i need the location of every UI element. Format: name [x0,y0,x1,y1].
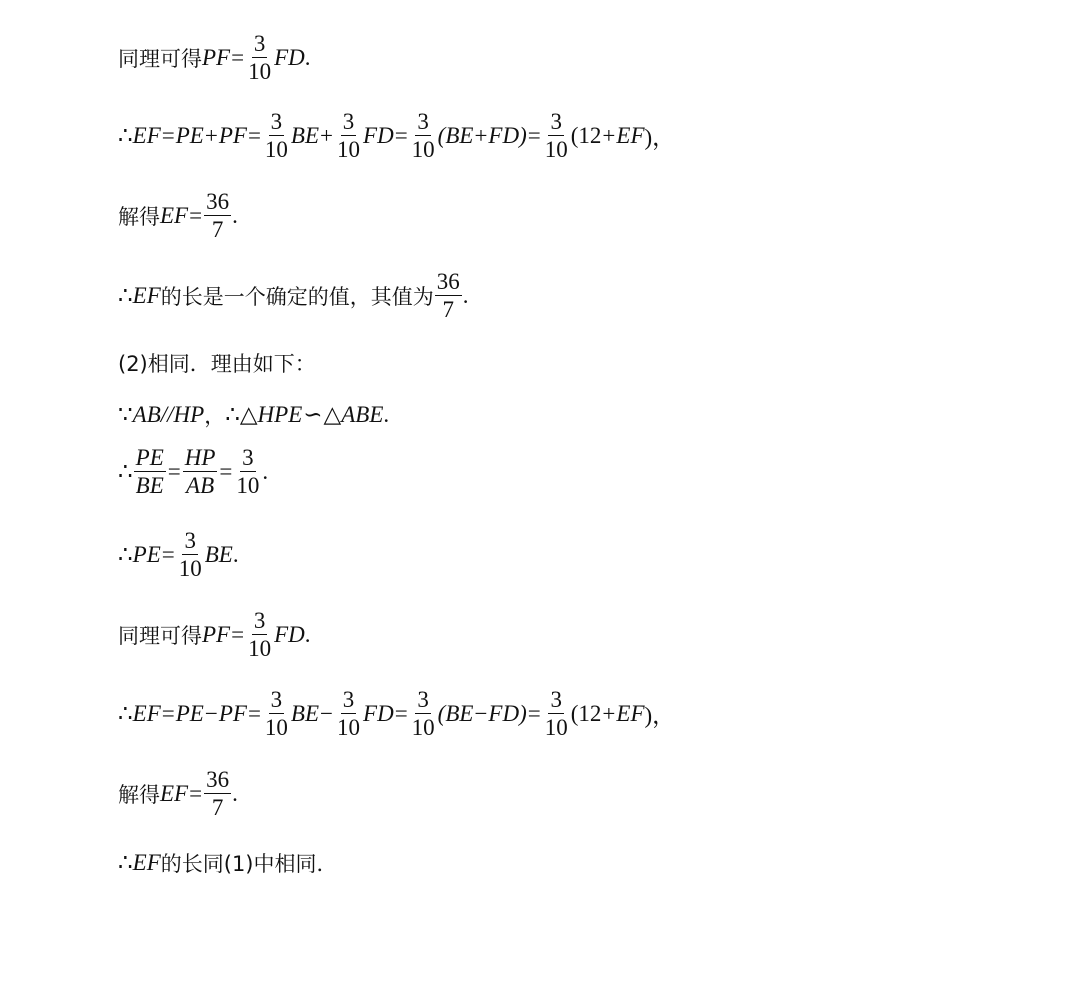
fraction [183,446,218,497]
term: (BE [437,122,474,148]
term: EF [132,700,161,726]
operator: − [320,700,334,726]
period: . [383,402,390,427]
term: PE [175,700,204,726]
numerator: 3 [242,445,254,470]
fraction [246,32,273,83]
term: (12 [570,700,602,726]
operator: − [204,700,218,726]
equals-sign: = [394,700,408,726]
operator: − [474,700,488,726]
equals-sign: = [167,458,181,484]
conclusion-line-2 [118,848,338,878]
numerator: 3 [417,687,429,712]
equation-line-pf-2 [118,609,311,660]
comma: ， [204,404,226,428]
prefix-text: 同理可得 [118,46,202,71]
term: BE [290,700,320,726]
fraction [435,270,462,321]
numerator: 3 [270,109,283,134]
prefix-text: 解得 [118,782,160,807]
denominator: 10 [248,636,272,661]
term: (12 [570,122,602,148]
term: FD) [488,700,527,726]
term: EF [160,202,189,228]
equals-sign: = [219,458,233,484]
term: FD [363,700,394,726]
therefore-symbol: ∴ [118,122,133,148]
period: . [462,282,469,308]
numerator: 36 [206,767,230,792]
ratio-line [118,446,268,497]
denominator: 7 [442,297,454,322]
prefix-text: 同理可得 [118,623,202,648]
denominator: 10 [178,556,202,581]
triangle-symbol: △ [239,402,258,427]
part2-heading: (2)相同．理由如下： [118,352,316,376]
fraction [335,110,362,161]
term: FD [274,621,305,647]
denominator: BE [135,473,164,498]
term: AB [132,402,161,427]
term: EF [160,780,189,806]
fraction [410,688,437,739]
numerator: 3 [253,608,266,633]
denominator: 10 [264,137,288,162]
fraction [543,688,570,739]
term: FD) [488,122,527,148]
denominator: 10 [337,715,361,740]
term: PF [218,122,247,148]
therefore-symbol: ∴ [118,282,133,308]
term: EF [616,700,645,726]
term: EF [132,850,161,875]
term: (BE [437,700,474,726]
therefore-symbol: ∴ [118,458,133,484]
numerator: 3 [270,687,283,712]
denominator: 10 [411,715,435,740]
numerator: 3 [550,109,562,134]
fraction [335,688,362,739]
fraction [234,446,261,497]
numerator: 3 [184,528,196,553]
equation-line-pe [118,529,239,580]
equation-line-pf-1 [118,32,311,83]
period: . [304,621,311,647]
equals-sign: = [231,44,245,70]
equals-sign: = [527,122,541,148]
numerator: 3 [342,687,355,712]
numerator: PE [135,445,164,470]
operator: + [320,122,334,148]
term: PF [202,621,231,647]
fraction [263,110,290,161]
numerator: HP [184,445,216,470]
equation-line-ef-sum [118,110,675,161]
similar-triangles-line [118,400,389,430]
equals-sign: = [189,780,203,806]
because-symbol: ∵ [118,402,133,427]
closing-paren: )， [644,125,676,150]
parallel-symbol: // [160,402,174,427]
conclusion-text: 的长是一个确定的值，其值为 [160,284,434,309]
numerator: 3 [253,31,266,56]
numerator: 36 [436,269,460,294]
equals-sign: = [161,122,175,148]
period: . [232,780,238,806]
equation-line-ef-result-2 [118,768,238,819]
therefore-symbol: ∴ [118,850,133,875]
fraction [177,529,204,580]
term: HP [173,402,205,427]
fraction [263,688,290,739]
equation-line-ef-difference [118,688,675,739]
prefix-text: 解得 [118,204,160,229]
therefore-symbol: ∴ [225,402,240,427]
denominator: AB [186,473,215,498]
equals-sign: = [161,541,175,567]
term: PE [175,122,204,148]
period: . [262,458,269,484]
numerator: 36 [206,189,230,214]
term: BE [290,122,320,148]
operator: + [204,122,218,148]
term: EF [132,122,161,148]
term: EF [132,282,161,308]
term: PF [202,44,231,70]
numerator: 3 [550,687,562,712]
conclusion-line-1 [118,270,469,321]
numerator: 3 [342,109,355,134]
term: HPE [257,402,303,427]
denominator: 10 [337,137,361,162]
equals-sign: = [527,700,541,726]
denominator: 10 [544,137,568,162]
term: PE [132,541,161,567]
fraction [204,190,231,241]
period: . [232,202,238,228]
denominator: 10 [248,59,272,84]
equals-sign: = [189,202,203,228]
equals-sign: = [231,621,245,647]
operator: + [474,122,488,148]
denominator: 10 [411,137,435,162]
term: FD [274,44,305,70]
fraction [410,110,437,161]
denominator: 7 [211,795,224,820]
term: BE [204,541,233,567]
period: . [232,541,239,567]
equals-sign: = [161,700,175,726]
term: FD [363,122,394,148]
fraction [204,768,231,819]
denominator: 10 [264,715,288,740]
fraction [246,609,273,660]
equation-line-ef-result [118,190,238,241]
similar-symbol: ∽ [303,402,323,427]
operator: + [602,122,616,148]
fraction [543,110,570,161]
period: . [304,44,311,70]
conclusion-text: 的长同(1)中相同． [160,852,338,876]
denominator: 7 [211,217,224,242]
equals-sign: = [247,700,261,726]
denominator: 10 [544,715,568,740]
equals-sign: = [247,122,261,148]
term: ABE [341,402,384,427]
denominator: 10 [236,473,260,498]
therefore-symbol: ∴ [118,700,133,726]
term: PF [218,700,247,726]
term: EF [616,122,645,148]
equals-sign: = [394,122,408,148]
triangle-symbol: △ [323,402,342,427]
numerator: 3 [417,109,429,134]
therefore-symbol: ∴ [118,541,133,567]
closing-paren: )， [644,703,676,728]
operator: + [602,700,616,726]
fraction [134,446,166,497]
